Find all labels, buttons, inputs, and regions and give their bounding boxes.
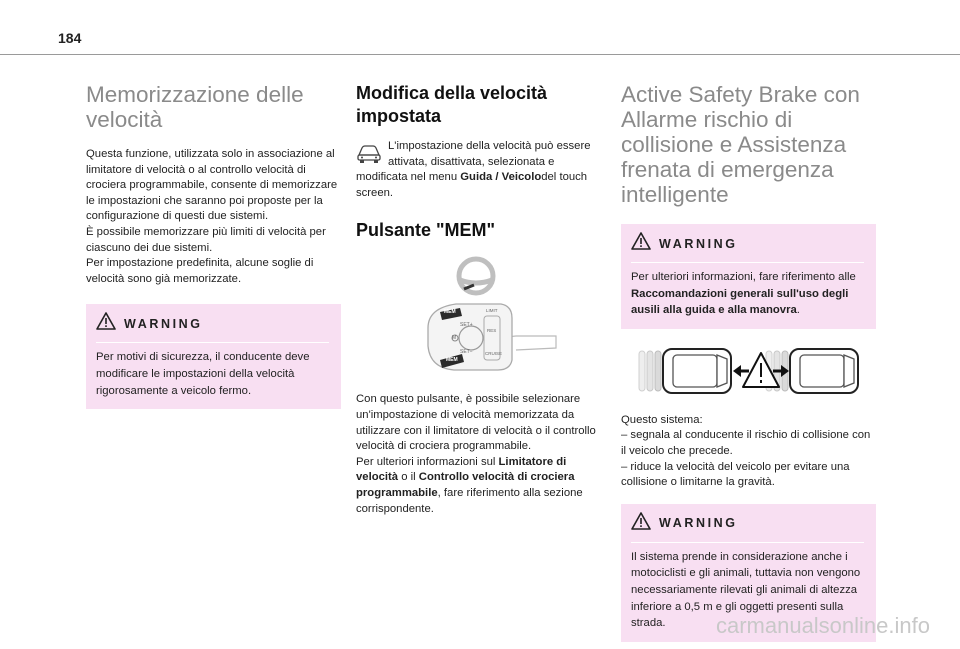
stalk-label-limit: LIMIT	[486, 308, 498, 314]
stalk-label-set-plus: SET+	[460, 322, 473, 329]
collision-illustration	[621, 343, 876, 399]
mem-stalk-illustration	[356, 256, 611, 374]
stalk-label-cruise: CRUISE	[485, 351, 503, 357]
section-heading-modify-speed: Modifica della velocità impostata	[356, 83, 548, 126]
system-intro: Questo sistema:	[621, 413, 703, 426]
danger-arrows-icon	[733, 353, 789, 387]
warning-title: WARNING	[659, 236, 738, 251]
warning-title: WARNING	[124, 316, 203, 331]
stalk-label-m: M	[452, 335, 457, 342]
rear-car-icon	[639, 349, 731, 393]
section-title-active-safety-brake: Active Safety Brake con Allarme rischio di collisione e Assistenza frenata di emergenza intelligente	[621, 82, 860, 207]
watermark: carmanualsonline.info	[715, 613, 930, 638]
warning-box	[621, 224, 876, 329]
paragraph-mem-usage: Con questo pulsante, è possibile selezionare un'impostazione di velocità memorizzata da utilizzare con il limitatore di velocità o il controllo velocità di crociera programmabile.	[356, 393, 596, 453]
warning-triangle-icon	[631, 232, 651, 255]
page-number: 184	[58, 30, 82, 46]
stalk-label-set-minus: SET−	[460, 349, 473, 356]
warning-triangle-icon	[631, 512, 651, 535]
car-settings-icon	[356, 141, 382, 170]
paragraph-mem-reference: Per ulteriori informazioni sul Limitatore di velocità o il Controllo velocità di crociera programmabile, fare riferimento alla sezione corrispondente.	[356, 455, 583, 515]
steering-wheel-icon	[459, 259, 493, 293]
icon-text-line-1: L'impostazione della velocità può essere	[388, 140, 591, 152]
warning-text: Per ulteriori informazioni, fare riferimento alle Raccomandazioni generali sull'uso degli ausili alla guida e alla manovra.	[631, 262, 864, 319]
paragraph: È possibile memorizzare più limiti di velocità per ciascuno dei due sistemi.	[86, 225, 326, 254]
header-rule	[0, 54, 960, 55]
warning-triangle-icon	[96, 312, 116, 335]
warning-text: Per motivi di sicurezza, il conducente deve modificare le impostazioni della velocità rigorosamente a veicolo fermo.	[96, 342, 329, 399]
warning-title: WARNING	[659, 516, 738, 531]
ref-driving-aids: Raccomandazioni generali sull'uso degli ausili alla guida e alla manovra	[631, 287, 849, 317]
stalk-label-resume: RES	[487, 328, 497, 334]
column-speed-memorisation	[86, 82, 341, 409]
icon-text-line-2: attivata, disattivata, selezionata e	[388, 155, 555, 168]
column-active-safety-brake	[621, 82, 876, 642]
stalk-label-mem-top: MEM	[444, 309, 456, 316]
warning-box	[86, 304, 341, 409]
ref-cruise-control: Controllo velocità di crociera programmabile	[356, 471, 575, 499]
paragraph-modify-menu: modificata nel menu Guida / Veicolodel touch screen.	[356, 171, 588, 199]
menu-path: Guida / Veicolo	[460, 171, 542, 184]
paragraph: Questa funzione, utilizzata solo in associazione al limitatore di velocità o al controllo velocità di crociera programmabile, consente di memorizzare le impostazioni che saranno poi proposte per la configurazione di questi due sistemi.	[86, 148, 338, 223]
list-item: – riduce la velocità del veicolo per evitare una collisione o limitarne la gravità.	[621, 460, 850, 489]
paragraph: Per impostazione predefinita, alcune soglie di velocità sono già memorizzate.	[86, 257, 314, 285]
ref-speed-limiter: Limitatore di velocità	[356, 455, 567, 484]
stalk-label-mem-bottom: MEM	[446, 357, 458, 364]
column-speed-modification	[356, 82, 611, 517]
section-title-memorisation: Memorizzazione delle velocità	[86, 82, 304, 132]
section-heading-mem-button: Pulsante "MEM"	[356, 220, 496, 241]
warning-text: Il sistema prende in considerazione anche i motociclisti e gli animali, tuttavia non vengono necessariamente rilevati gli animali di altezza inferiore a 0,5 m e gli oggetti presenti sulla strada.	[631, 542, 864, 632]
list-item: – segnala al conducente il rischio di collisione con il veicolo che precede.	[621, 429, 871, 457]
